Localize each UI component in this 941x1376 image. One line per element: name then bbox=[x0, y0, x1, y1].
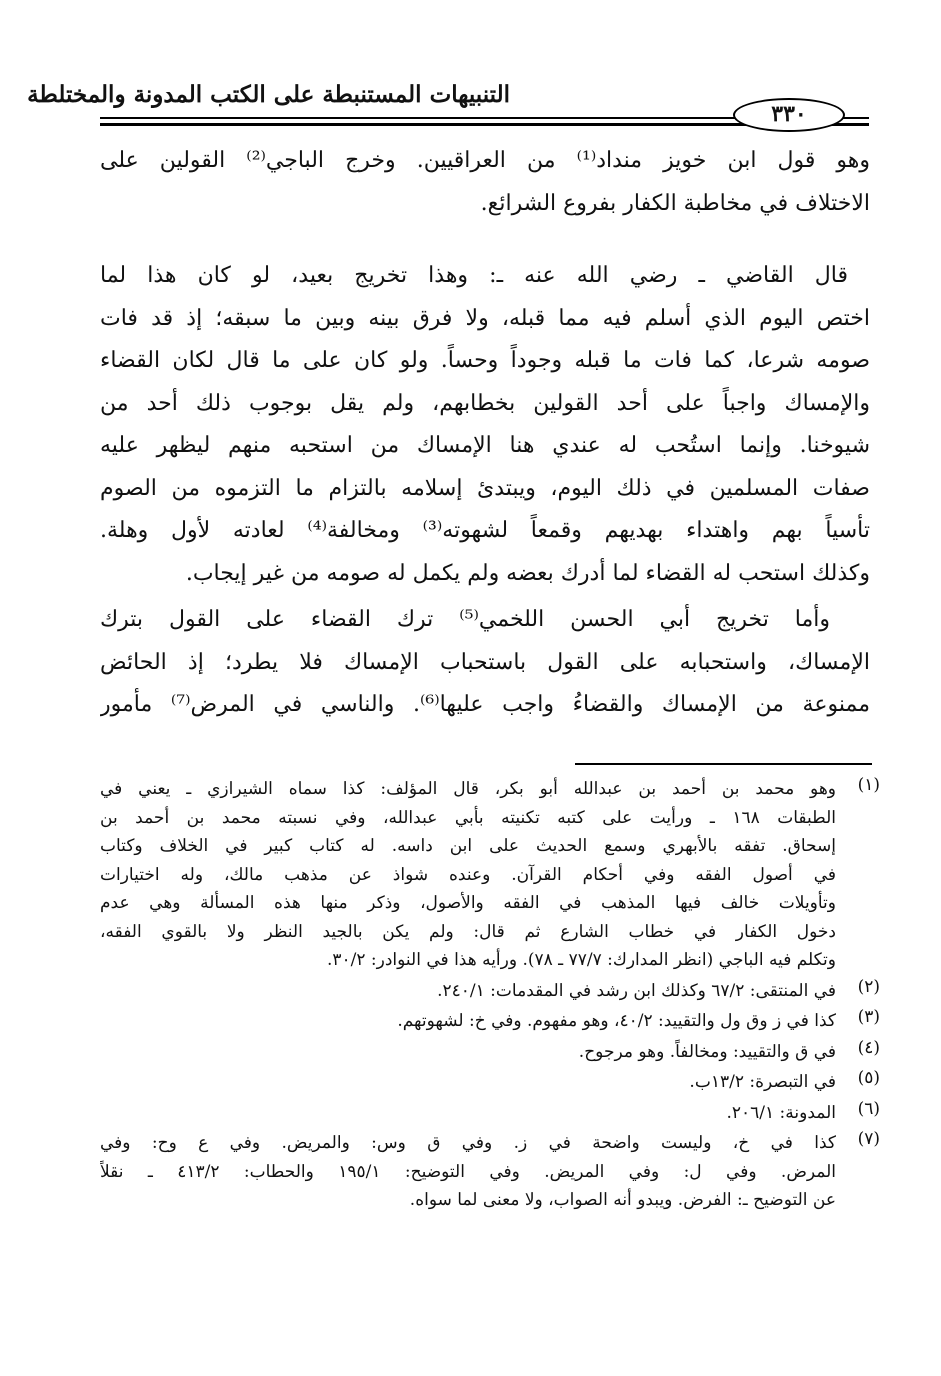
text-line: والإمساك واجباً على أحد القولين بخطابهم، ولم يقل بوجوب ذلك أحد من bbox=[100, 390, 870, 416]
footnotes bbox=[100, 775, 880, 1215]
text-line: ممنوعة من الإمساك والقضاءُ واجب عليها⁽⁶⁾. والناسي في المرض⁽⁷⁾ مأمور bbox=[100, 692, 870, 717]
paragraph-2 bbox=[100, 255, 870, 595]
text-line: تأسياً بهم واهتداء بهديهم وقمعاً لشهوته⁽³⁾ ومخالفة⁽⁴⁾ لعادته لأول وهلة. bbox=[100, 518, 870, 543]
text-line: صومه شرعا، كما فات ما قبله وجوداً وحساً. ولو كان على ما قال لكان القضاء bbox=[100, 348, 870, 373]
footnote-line: في أصول الفقه وفي أحكام القرآن. وعنده شواذ عن مذهب مالك، وله اختيارات bbox=[100, 864, 836, 885]
running-header-title: التنبيهات المستنبطة على الكتب المدونة والمختلطة bbox=[27, 81, 510, 108]
text-line: اختص اليوم الذي أسلم فيه مما قبله، ولا فرق بينه وبين ما سبقه؛ إذ قد فات bbox=[100, 305, 870, 331]
footnote-line: في ق والتقييد: ومخالفاً. وهو مرجوح. bbox=[578, 1041, 836, 1062]
footnote-number: (٦) bbox=[857, 1098, 880, 1119]
footnote-line: المرض. وفي ل: وفي المريض. وفي التوضيح: ١٩٥/١ والحطاب: ٤١٣/٢ ـ نقلاً bbox=[100, 1161, 836, 1182]
text-line: الاختلاف في مخاطبة الكفار بفروع الشرائع. bbox=[480, 190, 870, 216]
footnote-line: إسحاق. تفقه بالأبهري وسمع الحديث على ابن داسه. له كتاب كبير في الخلاف وكتاب bbox=[100, 836, 836, 856]
footnote-line: المدونة: ٢٠٦/١. bbox=[726, 1102, 836, 1123]
text-line: شيوخنا. وإنما استُحب له عندي هنا الإمساك من استحبه منهم ليظهر عليه bbox=[100, 433, 870, 458]
text-line: الإمساك، واستحبابه على القول باستحباب الإمساك فلا يطرد؛ إذ الحائض bbox=[100, 649, 870, 675]
text-line: وأما تخريج أبي الحسن اللخمي⁽⁵⁾ ترك القضاء على القول بترك bbox=[100, 607, 830, 632]
paragraph-1 bbox=[100, 140, 870, 225]
footnote-separator bbox=[575, 763, 872, 765]
footnote-number: (٥) bbox=[857, 1068, 880, 1088]
text-line: قال القاضي ـ رضي الله عنه ـ: وهذا تخريج بعيد، لو كان هذا لما bbox=[100, 263, 848, 288]
main-text bbox=[100, 140, 870, 727]
footnote-line: وتأويلات خالف فيها المذهب في الفقه والأصول، وذكر منها هذه المسألة وهي عدم bbox=[100, 893, 836, 913]
footnote-number: (٧) bbox=[857, 1129, 880, 1149]
footnote-number: (٣) bbox=[857, 1007, 880, 1027]
footnote-1 bbox=[100, 775, 880, 975]
footnote-4 bbox=[100, 1038, 880, 1067]
footnote-line: عن التوضيح ـ: الفرض. ويبدو أنه الصواب، ولا معنى لما سواه. bbox=[409, 1190, 836, 1210]
footnote-line: كذا في ز وق ول والتقييد: ٤٠/٢، وهو مفهوم. وفي خ: لشهوتهم. bbox=[397, 1011, 836, 1031]
footnote-number: (٤) bbox=[857, 1037, 880, 1058]
footnote-2 bbox=[100, 977, 880, 1006]
text-line: وكذلك استحب له القضاء لما أدرك بعضه ولم يكمل له صومه من غير إيجاب. bbox=[185, 560, 870, 586]
footnote-3 bbox=[100, 1007, 880, 1036]
paragraph-3 bbox=[100, 599, 870, 727]
footnote-5 bbox=[100, 1068, 880, 1097]
footnote-line: في التبصرة: ١٣/٢ب. bbox=[689, 1072, 836, 1092]
footnote-7 bbox=[100, 1129, 880, 1215]
footnote-line: وهو محمد بن أحمد بن عبدالله أبو بكر، قال المؤلف: كذا سماه الشيرازي ـ يعني في bbox=[100, 779, 836, 799]
footnote-line: في المنتقى: ٦٧/٢ وكذلك ابن رشد في المقدمات: ٢٤٠/١. bbox=[437, 980, 836, 1001]
footnote-line: كذا في خ، وليست واضحة في ز. وفي ق وس: والمريض. وفي ع وح: وفي bbox=[100, 1133, 836, 1153]
footnote-line: دخول الكفار في خطاب الشارع ثم قال: ولم يكن بالجيد النظر ولا بالقوي الفقه، bbox=[100, 921, 836, 942]
text-line: صفات المسلمين في ذلك اليوم، ويبتدئ إسلامه بالتزام ما التزموه من الصوم bbox=[100, 475, 870, 501]
footnote-line: وتكلم فيه الباجي (انظر المدارك: ٧٧/٧ ـ ٧٨). ورأيه هذا في النوادر: ٣٠/٢. bbox=[326, 950, 836, 970]
footnote-6 bbox=[100, 1099, 880, 1128]
text-line: وهو قول ابن خويز منداد⁽¹⁾ من العراقيين. وخرج الباجي⁽²⁾ القولين على bbox=[100, 148, 870, 173]
footnote-number: (١) bbox=[857, 775, 880, 795]
footnote-line: الطبقات ١٦٨ ـ ورأيت على كتبه تكنيته بأبي عبدالله، وفي نسبته محمد بن أحمد بن bbox=[100, 807, 836, 828]
page-number: ٣٣٠ bbox=[733, 98, 845, 132]
footnote-number: (٢) bbox=[857, 976, 880, 997]
